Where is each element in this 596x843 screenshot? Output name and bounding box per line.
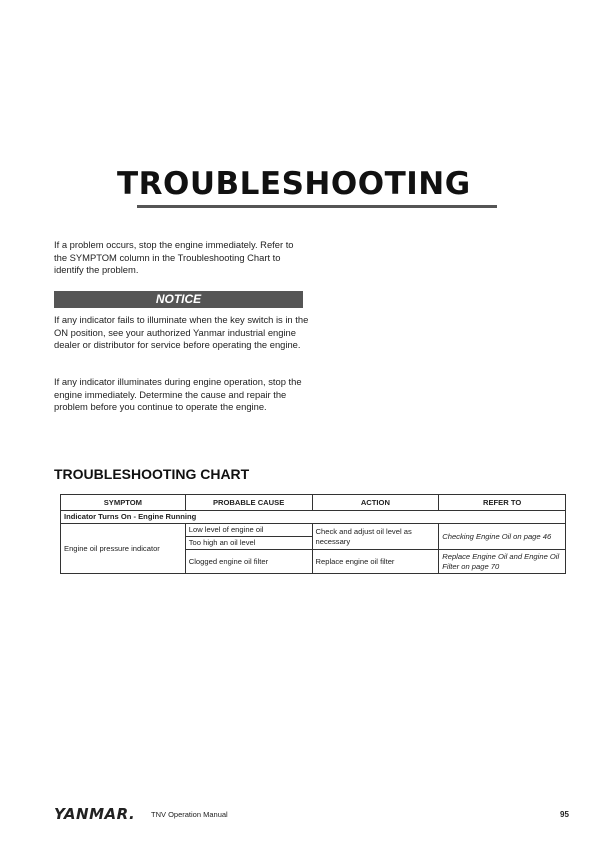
cause-cell: Low level of engine oil [185, 524, 312, 537]
symptom-cell: Engine oil pressure indicator [61, 524, 186, 574]
action-cell: Check and adjust oil level as necessary [312, 524, 439, 550]
intro-paragraph: If a problem occurs, stop the engine immediately. Refer to the SYMPTOM column in the Troubleshooting Chart to identify the problem. [54, 239, 294, 276]
header-refer-to: REFER TO [439, 495, 566, 511]
notice-paragraph-1: If any indicator fails to illuminate when the key switch is in the ON position, see your authorized Yanmar industrial engine dealer or distributor for service before operating the engine. [54, 314, 309, 351]
title-underline [137, 205, 497, 208]
page-number: 95 [560, 810, 569, 819]
cause-cell: Clogged engine oil filter [185, 550, 312, 574]
notice-paragraph-2: If any indicator illuminates during engine operation, stop the engine immediately. Determine the cause and repair the problem before you continue to operate the engine. [54, 376, 302, 413]
group-label: Indicator Turns On - Engine Running [61, 511, 566, 524]
refer-cell: Checking Engine Oil on page 46 [439, 524, 566, 550]
table-row [61, 524, 566, 537]
page-title: TROUBLESHOOTING [117, 166, 471, 202]
chart-title: TROUBLESHOOTING CHART [54, 466, 250, 482]
action-cell: Replace engine oil filter [312, 550, 439, 574]
notice-banner: NOTICE [54, 291, 303, 308]
troubleshooting-table [60, 494, 566, 574]
refer-cell: Replace Engine Oil and Engine Oil Filter on page 70 [439, 550, 566, 574]
table-header-row [61, 495, 566, 511]
manual-name: TNV Operation Manual [151, 810, 228, 819]
table-group-row [61, 511, 566, 524]
header-probable-cause: PROBABLE CAUSE [185, 495, 312, 511]
yanmar-logo: YANMAR. [54, 805, 136, 823]
header-symptom: SYMPTOM [61, 495, 186, 511]
header-action: ACTION [312, 495, 439, 511]
cause-cell: Too high an oil level [185, 537, 312, 550]
